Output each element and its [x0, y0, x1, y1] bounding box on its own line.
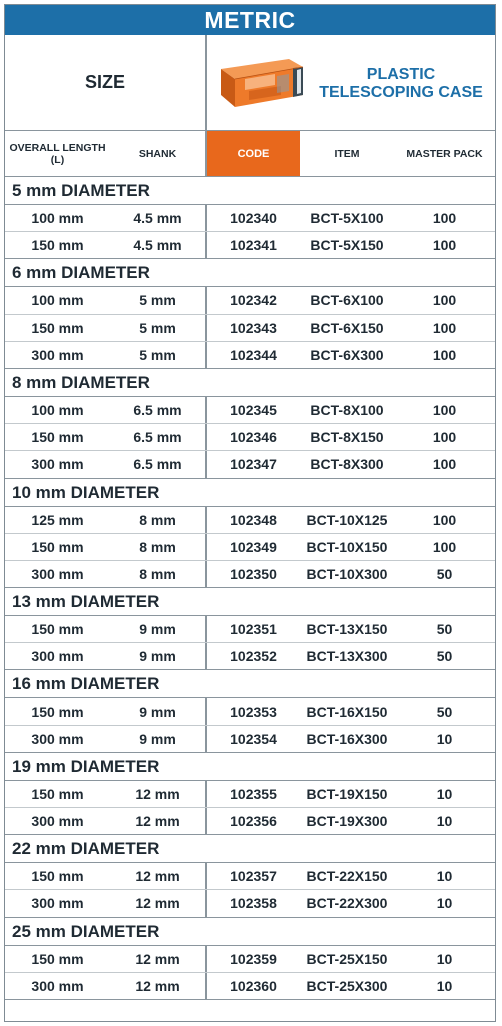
- cell-shank: 5 mm: [110, 287, 207, 313]
- section-title: 16 mm DIAMETER: [5, 670, 495, 698]
- table-row: [5, 287, 495, 314]
- cell-code: 102348: [230, 511, 277, 528]
- cell-code: 102360: [230, 977, 277, 994]
- cell-overall-length: 150 mm: [31, 785, 84, 802]
- col-overall-length: OVERALL LENGTH (L): [9, 141, 106, 166]
- metric-price-table: [4, 4, 496, 1022]
- cell-master-pack: 100: [432, 346, 457, 363]
- cell-overall-length: 150 mm: [31, 621, 84, 638]
- cell-overall-length: 300 mm: [31, 895, 84, 912]
- column-header-row: [5, 131, 495, 177]
- cell-overall-length: 300 mm: [31, 813, 84, 830]
- section-title: 19 mm DIAMETER: [5, 753, 495, 781]
- table-row: [5, 397, 495, 424]
- cell-master-pack: 100: [432, 429, 457, 446]
- table-row: [5, 726, 495, 753]
- table-row: [5, 561, 495, 588]
- header-row: [5, 35, 495, 131]
- diameter-section: [5, 918, 495, 1000]
- cell-shank: 5 mm: [110, 315, 207, 341]
- cell-overall-length: 300 mm: [31, 346, 84, 363]
- cell-item: BCT-16X300: [306, 730, 388, 747]
- cell-code: 102344: [230, 346, 277, 363]
- cell-overall-length: 150 mm: [31, 237, 84, 254]
- cell-code: 102357: [230, 868, 277, 885]
- diameter-section: [5, 177, 495, 259]
- section-title: 6 mm DIAMETER: [5, 259, 495, 287]
- cell-item: BCT-5X150: [310, 237, 384, 254]
- section-title: 8 mm DIAMETER: [5, 369, 495, 397]
- cell-code: 102340: [230, 210, 277, 227]
- cell-overall-length: 150 mm: [31, 538, 84, 555]
- cell-master-pack: 100: [432, 237, 457, 254]
- col-code: CODE: [207, 131, 300, 176]
- cell-master-pack: 100: [432, 538, 457, 555]
- cell-master-pack: 10: [436, 895, 453, 912]
- cell-code: 102349: [230, 538, 277, 555]
- cell-master-pack: 100: [432, 402, 457, 419]
- cell-master-pack: 100: [432, 511, 457, 528]
- diameter-section: [5, 479, 495, 589]
- section-title: 13 mm DIAMETER: [5, 588, 495, 616]
- table-body: [5, 177, 495, 1000]
- cell-overall-length: 125 mm: [31, 511, 84, 528]
- table-row: [5, 424, 495, 451]
- cell-shank: 6.5 mm: [110, 397, 207, 423]
- cell-item: BCT-22X300: [306, 895, 388, 912]
- col-item: ITEM: [334, 147, 360, 160]
- cell-code: 102359: [230, 950, 277, 967]
- diameter-section: [5, 835, 495, 917]
- cell-item: BCT-13X150: [306, 621, 388, 638]
- cell-item: BCT-25X150: [306, 950, 388, 967]
- cell-code: 102356: [230, 813, 277, 830]
- diameter-section: [5, 369, 495, 479]
- section-title: 5 mm DIAMETER: [5, 177, 495, 205]
- cell-item: BCT-16X150: [306, 703, 388, 720]
- cell-master-pack: 10: [436, 950, 453, 967]
- cell-overall-length: 300 mm: [31, 565, 84, 582]
- cell-shank: 12 mm: [110, 863, 207, 889]
- cell-item: BCT-10X150: [306, 538, 388, 555]
- cell-overall-length: 150 mm: [31, 319, 84, 336]
- cell-overall-length: 300 mm: [31, 730, 84, 747]
- cell-overall-length: 150 mm: [31, 429, 84, 446]
- cell-master-pack: 10: [436, 730, 453, 747]
- cell-code: 102351: [230, 621, 277, 638]
- table-row: [5, 205, 495, 232]
- cell-code: 102346: [230, 429, 277, 446]
- cell-overall-length: 100 mm: [31, 292, 84, 309]
- cell-item: BCT-8X100: [310, 402, 384, 419]
- cell-master-pack: 100: [432, 319, 457, 336]
- table-title: METRIC: [5, 5, 495, 35]
- cell-shank: 4.5 mm: [110, 205, 207, 231]
- cell-item: BCT-13X300: [306, 648, 388, 665]
- col-master-pack: MASTER PACK: [406, 147, 483, 160]
- case-label-line2: TELESCOPING CASE: [319, 83, 483, 101]
- table-row: [5, 342, 495, 369]
- cell-shank: 9 mm: [110, 616, 207, 642]
- cell-overall-length: 150 mm: [31, 703, 84, 720]
- cell-overall-length: 300 mm: [31, 648, 84, 665]
- cell-master-pack: 50: [436, 648, 453, 665]
- cell-shank: 4.5 mm: [110, 232, 207, 258]
- cell-item: BCT-10X125: [306, 511, 388, 528]
- cell-code: 102354: [230, 730, 277, 747]
- cell-item: BCT-6X150: [310, 319, 384, 336]
- section-title: 25 mm DIAMETER: [5, 918, 495, 946]
- cell-master-pack: 50: [436, 565, 453, 582]
- cell-overall-length: 300 mm: [31, 977, 84, 994]
- table-row: [5, 808, 495, 835]
- diameter-section: [5, 259, 495, 369]
- case-type-label: [307, 64, 495, 102]
- table-row: [5, 973, 495, 1000]
- cell-shank: 12 mm: [110, 973, 207, 999]
- cell-shank: 9 mm: [110, 726, 207, 752]
- case-header: [207, 35, 495, 130]
- cell-item: BCT-6X100: [310, 292, 384, 309]
- cell-shank: 12 mm: [110, 890, 207, 916]
- plastic-telescoping-case-icon: [215, 55, 307, 111]
- case-label-line1: PLASTIC: [366, 65, 436, 83]
- diameter-section: [5, 670, 495, 752]
- diameter-section: [5, 588, 495, 670]
- cell-overall-length: 100 mm: [31, 402, 84, 419]
- section-title: 10 mm DIAMETER: [5, 479, 495, 507]
- cell-code: 102350: [230, 565, 277, 582]
- cell-code: 102343: [230, 319, 277, 336]
- cell-item: BCT-10X300: [306, 565, 388, 582]
- cell-overall-length: 100 mm: [31, 210, 84, 227]
- cell-item: BCT-22X150: [306, 868, 388, 885]
- cell-master-pack: 10: [436, 813, 453, 830]
- cell-code: 102355: [230, 785, 277, 802]
- table-row: [5, 507, 495, 534]
- table-row: [5, 451, 495, 478]
- cell-overall-length: 150 mm: [31, 950, 84, 967]
- cell-overall-length: 150 mm: [31, 868, 84, 885]
- cell-code: 102345: [230, 402, 277, 419]
- cell-code: 102347: [230, 456, 277, 473]
- cell-shank: 9 mm: [110, 643, 207, 669]
- section-title: 22 mm DIAMETER: [5, 835, 495, 863]
- table-row: [5, 781, 495, 808]
- cell-master-pack: 10: [436, 868, 453, 885]
- table-row: [5, 863, 495, 890]
- cell-item: BCT-8X300: [310, 456, 384, 473]
- cell-shank: 8 mm: [110, 507, 207, 533]
- cell-master-pack: 10: [436, 785, 453, 802]
- cell-code: 102342: [230, 292, 277, 309]
- cell-shank: 5 mm: [110, 342, 207, 368]
- cell-code: 102352: [230, 648, 277, 665]
- cell-master-pack: 50: [436, 703, 453, 720]
- table-row: [5, 315, 495, 342]
- table-row: [5, 643, 495, 670]
- cell-overall-length: 300 mm: [31, 456, 84, 473]
- table-row: [5, 616, 495, 643]
- cell-shank: 8 mm: [110, 561, 207, 587]
- size-header: SIZE: [5, 35, 207, 130]
- cell-item: BCT-8X150: [310, 429, 384, 446]
- cell-shank: 6.5 mm: [110, 424, 207, 450]
- diameter-section: [5, 753, 495, 835]
- cell-item: BCT-5X100: [310, 210, 384, 227]
- cell-code: 102341: [230, 237, 277, 254]
- table-row: [5, 698, 495, 725]
- table-row: [5, 890, 495, 917]
- table-row: [5, 534, 495, 561]
- cell-item: BCT-6X300: [310, 346, 384, 363]
- cell-master-pack: 10: [436, 977, 453, 994]
- cell-shank: 8 mm: [110, 534, 207, 560]
- cell-master-pack: 100: [432, 456, 457, 473]
- cell-item: BCT-19X150: [306, 785, 388, 802]
- cell-item: BCT-19X300: [306, 813, 388, 830]
- cell-item: BCT-25X300: [306, 977, 388, 994]
- cell-code: 102353: [230, 703, 277, 720]
- table-row: [5, 946, 495, 973]
- cell-shank: 12 mm: [110, 781, 207, 807]
- cell-master-pack: 100: [432, 292, 457, 309]
- cell-shank: 9 mm: [110, 698, 207, 724]
- cell-master-pack: 50: [436, 621, 453, 638]
- col-shank: SHANK: [110, 131, 207, 176]
- cell-master-pack: 100: [432, 210, 457, 227]
- cell-shank: 12 mm: [110, 808, 207, 834]
- cell-code: 102358: [230, 895, 277, 912]
- table-row: [5, 232, 495, 259]
- cell-shank: 12 mm: [110, 946, 207, 972]
- cell-shank: 6.5 mm: [110, 451, 207, 477]
